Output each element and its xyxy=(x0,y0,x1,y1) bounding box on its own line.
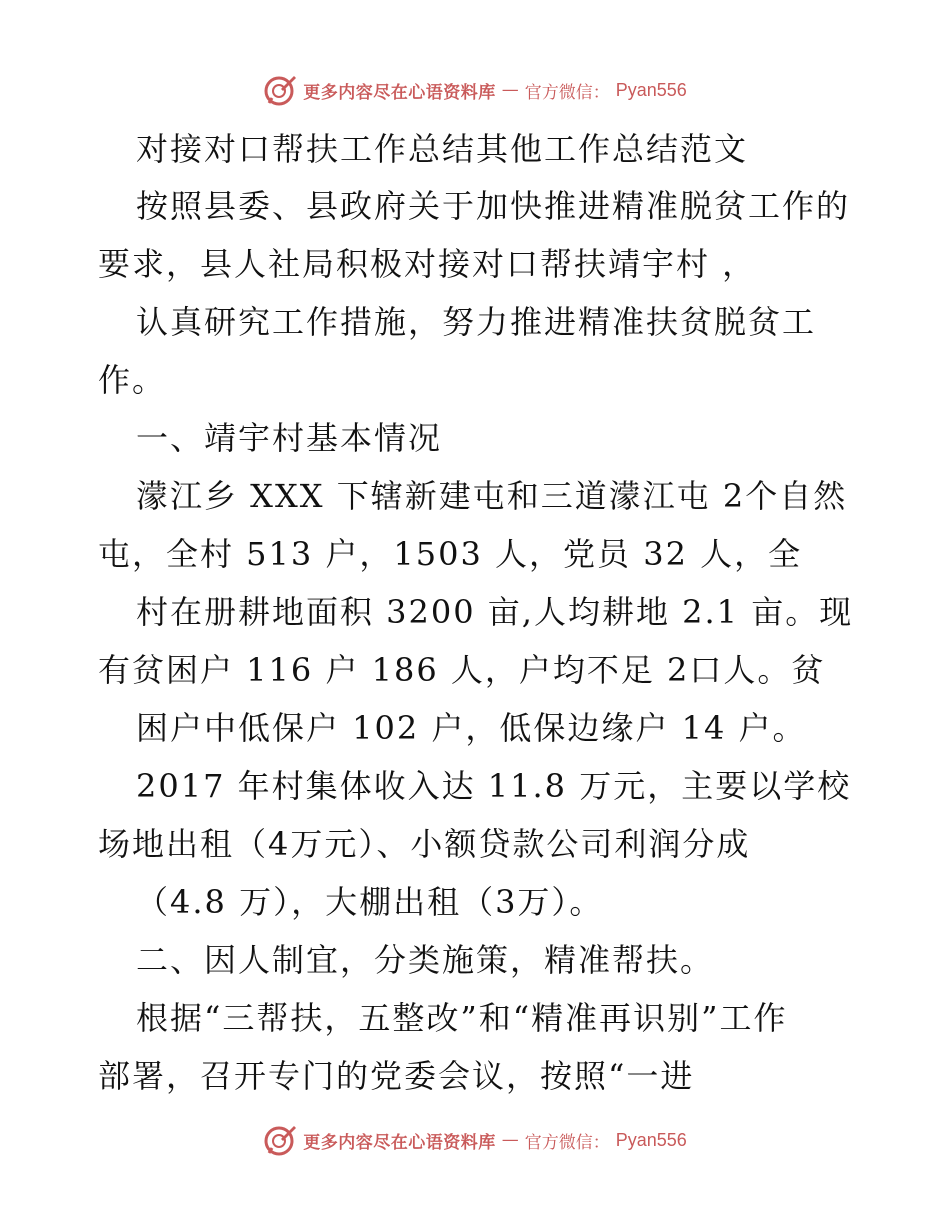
pen-logo-icon xyxy=(263,1123,297,1157)
document-title: 对接对口帮扶工作总结其他工作总结范文 xyxy=(136,130,749,168)
paragraph-line: 场地出租（4万元）、小额贷款公司利润分成 xyxy=(98,825,751,863)
paragraph-line: 濛江乡 XXX 下辖新建屯和三道濛江屯 2个自然 xyxy=(136,477,848,515)
banner-dash: — xyxy=(501,1130,519,1150)
banner-text: 更多内容尽在心语资料库 xyxy=(303,82,496,103)
paragraph-line: 要求，县人社局积极对接对口帮扶靖宇村 ， xyxy=(98,245,757,283)
section-heading: 一、靖宇村基本情况 xyxy=(136,419,443,457)
banner-wechat-label: 官方微信： xyxy=(524,82,610,103)
paragraph-line: 作。 xyxy=(98,361,167,399)
section-heading: 二、因人制宜，分类施策，精准帮扶。 xyxy=(136,941,715,979)
paragraph-line: 部署，召开专门的党委会议，按照“一进 xyxy=(98,1057,695,1095)
paragraph-line: 困户中低保户 102 户，低保边缘户 14 户。 xyxy=(136,709,807,747)
paragraph-line: 2017 年村集体收入达 11.8 万元，主要以学校 xyxy=(136,767,852,805)
paragraph-line: （4.8 万），大棚出租（3万）。 xyxy=(136,883,604,921)
paragraph-line: 按照县委、县政府关于加快推进精准脱贫工作的 xyxy=(136,187,851,225)
footer-banner xyxy=(0,1120,950,1160)
paragraph-line: 认真研究工作措施，努力推进精准扶贫脱贫工 xyxy=(136,303,817,341)
banner-wechat-account: Pyan556 xyxy=(615,1129,687,1150)
banner-text: 更多内容尽在心语资料库 xyxy=(303,1132,496,1153)
header-banner xyxy=(0,70,950,110)
banner-wechat-label: 官方微信： xyxy=(524,1132,610,1153)
paragraph-line: 屯，全村 513 户，1503 人，党员 32 人，全 xyxy=(98,535,803,573)
paragraph-line: 根据“三帮扶，五整改”和“精准再识别”工作 xyxy=(136,999,788,1037)
paragraph-line: 有贫困户 116 户 186 人，户均不足 2口人。贫 xyxy=(98,651,826,689)
banner-dash: — xyxy=(501,80,519,100)
banner-wechat-account: Pyan556 xyxy=(615,79,687,100)
pen-logo-icon xyxy=(263,73,297,107)
paragraph-line: 村在册耕地面积 3200 亩,人均耕地 2.1 亩。现 xyxy=(136,593,854,631)
